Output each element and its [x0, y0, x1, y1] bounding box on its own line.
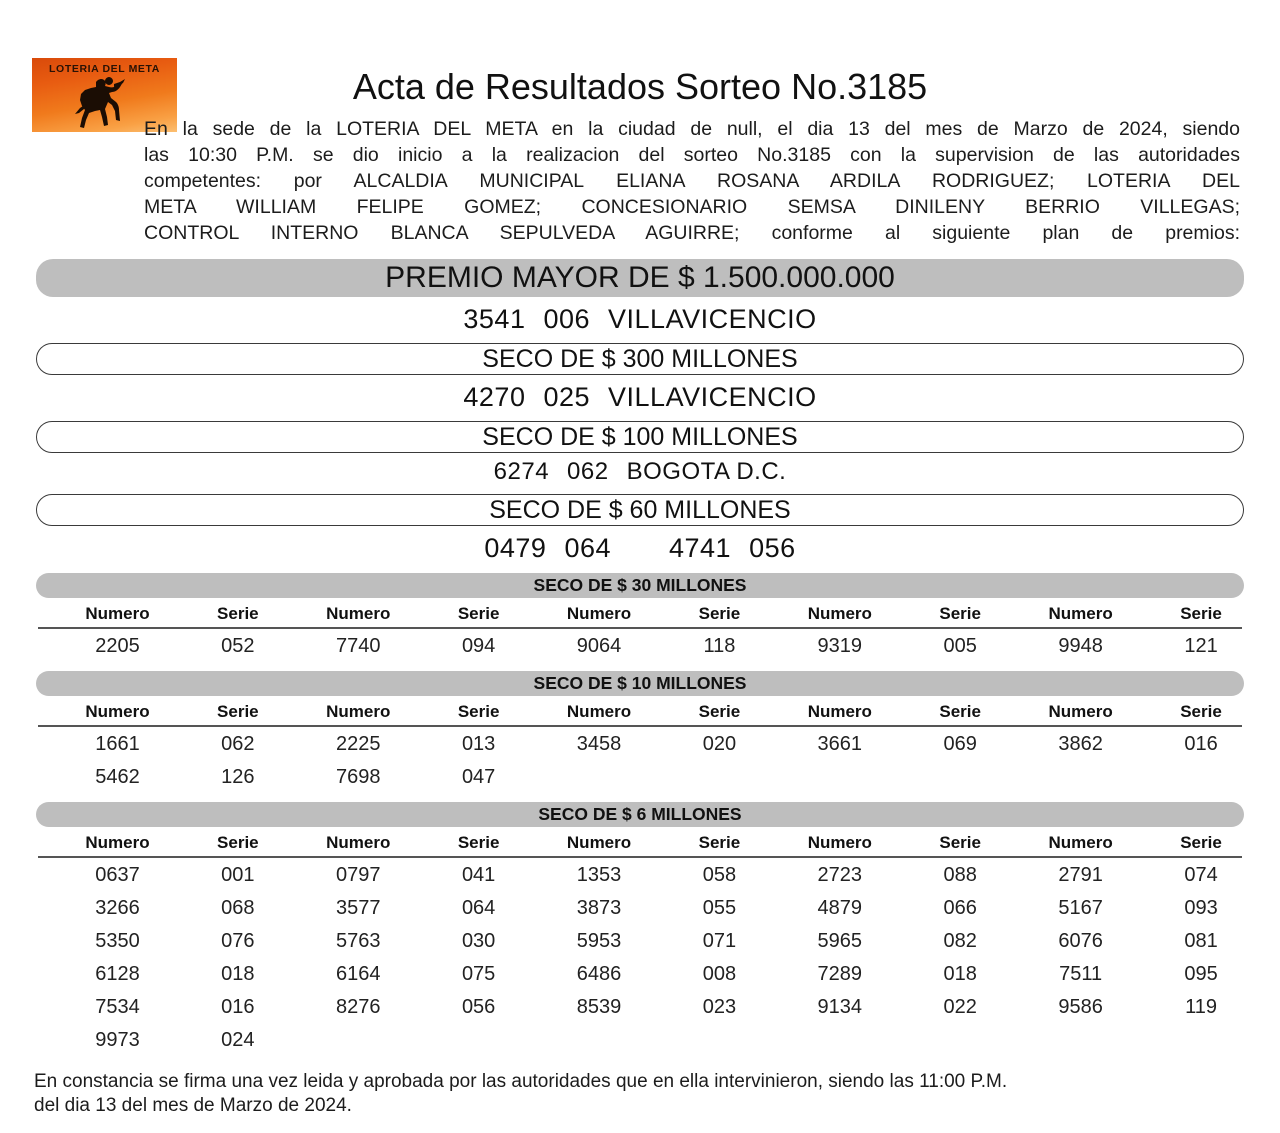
- col-serie: Serie: [919, 829, 1001, 857]
- cell-serie: 052: [221, 634, 255, 657]
- col-numero: Numero: [1001, 600, 1160, 628]
- cell-serie: 074: [1184, 863, 1218, 886]
- seco-60-banner: SECO DE $ 60 MILLONES: [36, 494, 1244, 526]
- col-numero: Numero: [279, 600, 438, 628]
- col-serie: Serie: [1160, 698, 1242, 726]
- cell-serie: 013: [461, 732, 496, 755]
- cell-serie: [919, 760, 1001, 793]
- intro-line-1: En la sede de la LOTERIA DEL META en la ciudad de null, el dia 13 del mes de Marzo de 2024, siendo: [144, 118, 1240, 140]
- cell-numero: 1353: [576, 863, 622, 886]
- cell-numero: 2791: [1058, 863, 1103, 886]
- intro-paragraph: [144, 116, 1240, 246]
- page-title: Acta de Resultados Sorteo No.3185: [352, 66, 928, 107]
- col-serie: Serie: [197, 698, 279, 726]
- cell-serie: 047: [461, 765, 496, 788]
- seco-300-winner: [28, 382, 1252, 413]
- seco-300-ciudad: VILLAVICENCIO: [608, 382, 817, 412]
- intro-line-5: CONTROL INTERNO BLANCA SEPULVEDA AGUIRRE; conforme al siguiente plan de premios:: [144, 222, 1240, 244]
- table-row: [38, 628, 1242, 662]
- col-serie: Serie: [1160, 600, 1242, 628]
- seco-300-banner: SECO DE $ 300 MILLONES: [36, 343, 1244, 375]
- premio-mayor-serie: 006: [543, 304, 591, 334]
- cell-numero: 5462: [95, 765, 140, 788]
- table-row: [38, 891, 1242, 924]
- cell-numero: 5167: [1058, 896, 1103, 919]
- cell-numero: 2205: [95, 634, 140, 657]
- cell-serie: 058: [702, 863, 737, 886]
- cell-numero: 5953: [576, 929, 622, 952]
- seco-6-banner: SECO DE $ 6 MILLONES: [36, 802, 1244, 827]
- cell-numero: 7511: [1059, 962, 1103, 985]
- cell-numero: 4879: [817, 896, 863, 919]
- closing-statement: [34, 1070, 1246, 1118]
- col-serie: Serie: [438, 829, 520, 857]
- seco-100-banner: SECO DE $ 100 MILLONES: [36, 421, 1244, 453]
- cell-numero: [520, 760, 679, 793]
- cell-serie: 062: [221, 732, 255, 755]
- cell-serie: 018: [943, 962, 977, 985]
- table-row: [38, 924, 1242, 957]
- cell-serie: 126: [221, 765, 255, 788]
- table-header-row: [38, 600, 1242, 628]
- seco-10-banner: SECO DE $ 10 MILLONES: [36, 671, 1244, 696]
- cell-numero: 0637: [95, 863, 140, 886]
- cell-serie: [1160, 760, 1242, 793]
- cell-numero: 6128: [95, 962, 140, 985]
- col-serie: Serie: [438, 600, 520, 628]
- seco-30-body: [38, 628, 1242, 662]
- cell-serie: 075: [461, 962, 496, 985]
- cell-numero: [760, 760, 919, 793]
- cell-numero: 9973: [95, 1028, 140, 1051]
- cell-serie: 071: [702, 929, 737, 952]
- table-row: [38, 726, 1242, 760]
- footer-line-1: En constancia se firma una vez leida y aprobada por las autoridades que en ella intervinieron, siendo las 11:00 P.M.: [34, 1071, 1008, 1092]
- cell-serie: [678, 1023, 760, 1056]
- cell-numero: [279, 1023, 438, 1056]
- col-serie: Serie: [678, 829, 760, 857]
- seco-6-table: [38, 829, 1242, 1056]
- cell-numero: 9319: [817, 634, 863, 657]
- col-numero: Numero: [1001, 698, 1160, 726]
- col-serie: Serie: [197, 600, 279, 628]
- cell-serie: 055: [702, 896, 737, 919]
- cell-serie: [1160, 1023, 1242, 1056]
- seco-60-numero-2: 4741: [669, 533, 732, 563]
- premio-mayor-numero: 3541: [463, 304, 526, 334]
- cell-numero: 3458: [576, 732, 622, 755]
- cell-serie: 095: [1184, 962, 1218, 985]
- col-serie: Serie: [438, 698, 520, 726]
- logo-text: LOTERIA DEL META: [49, 63, 160, 75]
- cell-numero: 7740: [335, 634, 381, 657]
- cell-numero: [1001, 1023, 1160, 1056]
- cell-numero: 2225: [335, 732, 381, 755]
- seco-100-ciudad: BOGOTA D.C.: [626, 458, 787, 485]
- cell-numero: [1001, 760, 1160, 793]
- cell-numero: 5763: [335, 929, 381, 952]
- cell-serie: 081: [1184, 929, 1218, 952]
- col-serie: Serie: [197, 829, 279, 857]
- table-row: [38, 990, 1242, 1023]
- col-numero: Numero: [520, 698, 679, 726]
- seco-30-table: [38, 600, 1242, 662]
- premio-mayor-banner: PREMIO MAYOR DE $ 1.500.000.000: [36, 259, 1244, 297]
- table-row: [38, 957, 1242, 990]
- cell-serie: 016: [221, 995, 255, 1018]
- cell-serie: 023: [702, 995, 737, 1018]
- col-numero: Numero: [520, 600, 679, 628]
- seco-60-numero-1: 0479: [484, 533, 547, 563]
- cell-serie: 119: [1185, 995, 1217, 1018]
- cell-serie: 056: [461, 995, 496, 1018]
- table-header-row: [38, 829, 1242, 857]
- seco-60-serie-1: 064: [564, 533, 611, 563]
- cell-serie: 022: [943, 995, 977, 1018]
- cell-numero: 8539: [576, 995, 622, 1018]
- cell-numero: 9586: [1058, 995, 1103, 1018]
- col-serie: Serie: [919, 600, 1001, 628]
- document-header: [28, 0, 1252, 118]
- intro-line-3: competentes: por ALCALDIA MUNICIPAL ELIANA ROSANA ARDILA RODRIGUEZ; LOTERIA DEL: [144, 170, 1240, 192]
- col-numero: Numero: [760, 698, 919, 726]
- cell-numero: 3577: [335, 896, 381, 919]
- cell-numero: 2723: [817, 863, 863, 886]
- cell-serie: 121: [1184, 634, 1218, 657]
- col-numero: Numero: [760, 829, 919, 857]
- cell-serie: 005: [943, 634, 977, 657]
- cell-numero: [520, 1023, 679, 1056]
- table-row: [38, 857, 1242, 891]
- cell-numero: 3266: [95, 896, 140, 919]
- col-numero: Numero: [38, 698, 197, 726]
- col-serie: Serie: [678, 600, 760, 628]
- seco-60-winners: [28, 533, 1252, 564]
- intro-line-2: las 10:30 P.M. se dio inicio a la realizacion del sorteo No.3185 con la supervision de las autoridades: [144, 144, 1240, 166]
- table-row: [38, 1023, 1242, 1056]
- cell-serie: 018: [221, 962, 255, 985]
- footer-line-2: del dia 13 del mes de Marzo de 2024.: [34, 1095, 352, 1116]
- cell-serie: [438, 1023, 520, 1056]
- col-numero: Numero: [38, 600, 197, 628]
- premio-mayor-ciudad: VILLAVICENCIO: [608, 304, 817, 334]
- cell-numero: 6076: [1058, 929, 1103, 952]
- seco-100-serie: 062: [567, 458, 609, 485]
- cell-serie: 066: [943, 896, 977, 919]
- seco-60-serie-2: 056: [749, 533, 796, 563]
- cell-serie: 016: [1184, 732, 1218, 755]
- cell-numero: 6486: [576, 962, 622, 985]
- cell-serie: 030: [461, 929, 496, 952]
- table-header-row: [38, 698, 1242, 726]
- table-row: [38, 760, 1242, 793]
- cell-serie: 068: [221, 896, 255, 919]
- cell-numero: 7698: [335, 765, 381, 788]
- cell-serie: 024: [221, 1028, 255, 1051]
- col-serie: Serie: [678, 698, 760, 726]
- cell-numero: 8276: [335, 995, 381, 1018]
- seco-6-body: [38, 857, 1242, 1056]
- seco-100-winner: [28, 458, 1252, 486]
- col-numero: Numero: [520, 829, 679, 857]
- cell-numero: 7289: [817, 962, 863, 985]
- col-serie: Serie: [1160, 829, 1242, 857]
- cell-serie: 069: [943, 732, 977, 755]
- premio-mayor-winner: [28, 304, 1252, 335]
- col-numero: Numero: [279, 829, 438, 857]
- cell-numero: 9948: [1058, 634, 1103, 657]
- cell-serie: [919, 1023, 1001, 1056]
- cell-numero: 9064: [576, 634, 622, 657]
- col-numero: Numero: [760, 600, 919, 628]
- cell-serie: 094: [461, 634, 496, 657]
- cell-serie: 088: [943, 863, 977, 886]
- seco-10-body: [38, 726, 1242, 793]
- cell-numero: 3862: [1058, 732, 1103, 755]
- seco-100-numero: 6274: [493, 458, 550, 485]
- cell-numero: 0797: [335, 863, 381, 886]
- cell-serie: 118: [703, 634, 736, 657]
- cell-numero: 9134: [817, 995, 863, 1018]
- cell-numero: 1661: [95, 732, 140, 755]
- cell-numero: 3661: [817, 732, 863, 755]
- cell-numero: 5965: [817, 929, 863, 952]
- cell-serie: [678, 760, 760, 793]
- cell-numero: 7534: [95, 995, 140, 1018]
- col-numero: Numero: [279, 698, 438, 726]
- seco-300-numero: 4270: [463, 382, 526, 412]
- intro-line-4: META WILLIAM FELIPE GOMEZ; CONCESIONARIO SEMSA DINILENY BERRIO VILLEGAS;: [144, 196, 1240, 218]
- cell-numero: 6164: [335, 962, 381, 985]
- cell-serie: 001: [221, 863, 255, 886]
- seco-300-serie: 025: [543, 382, 591, 412]
- col-numero: Numero: [38, 829, 197, 857]
- cell-numero: 5350: [95, 929, 140, 952]
- cell-serie: 020: [702, 732, 737, 755]
- seco-10-table: [38, 698, 1242, 793]
- cell-numero: [760, 1023, 919, 1056]
- seco-30-banner: SECO DE $ 30 MILLONES: [36, 573, 1244, 598]
- cell-serie: 082: [943, 929, 977, 952]
- col-serie: Serie: [919, 698, 1001, 726]
- cell-serie: 008: [702, 962, 737, 985]
- col-numero: Numero: [1001, 829, 1160, 857]
- cell-serie: 064: [461, 896, 496, 919]
- cell-numero: 3873: [576, 896, 622, 919]
- cell-serie: 076: [221, 929, 255, 952]
- cell-serie: 041: [461, 863, 496, 886]
- cell-serie: 093: [1184, 896, 1218, 919]
